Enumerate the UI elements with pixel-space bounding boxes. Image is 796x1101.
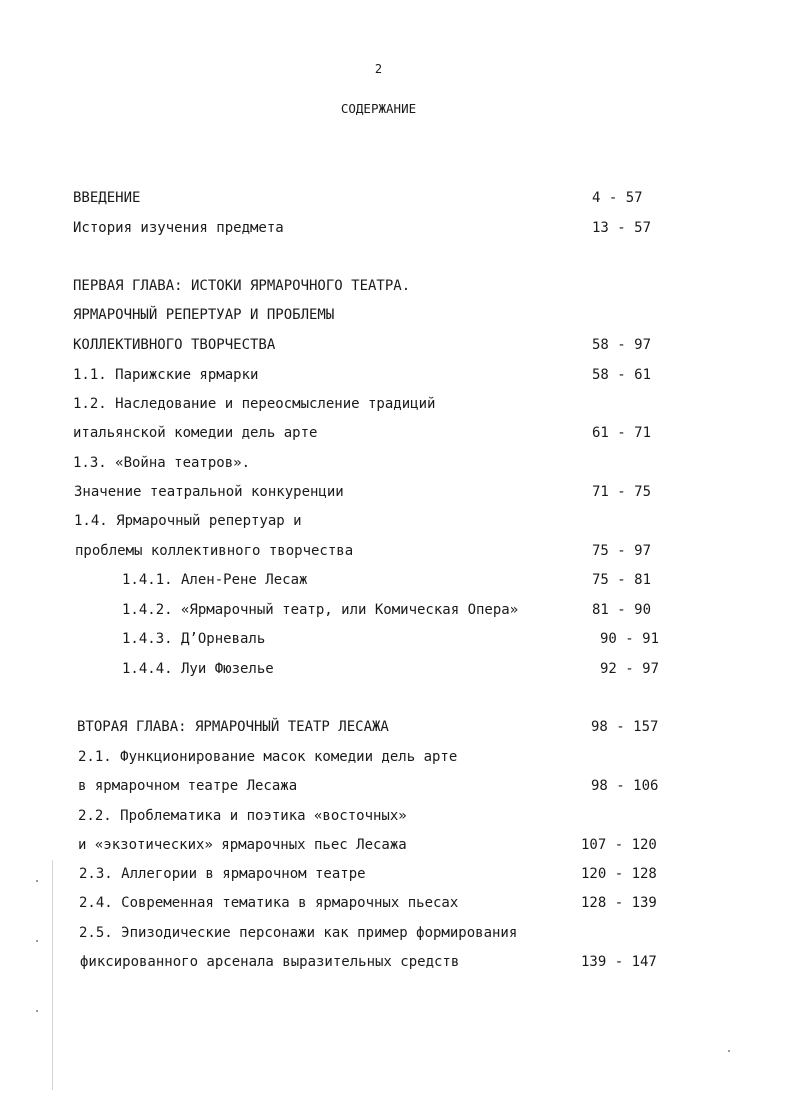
page-title: СОДЕРЖАНИЕ <box>340 101 417 116</box>
toc-entry-text: 2.3. Аллегории в ярмарочном театре <box>79 866 366 882</box>
toc-entry-pages: 128 - 139 <box>581 895 657 911</box>
toc-entry <box>73 394 661 414</box>
toc-entry <box>79 923 667 943</box>
toc-entry-text: итальянской комедии дель арте <box>73 425 318 441</box>
toc-entry-pages: 139 - 147 <box>581 954 657 970</box>
scan-artifact-dot <box>36 940 38 942</box>
toc-entry-text: 2.5. Эпизодические персонажи как пример формирования <box>79 925 518 941</box>
toc-entry-pages: 98 - 157 <box>591 719 659 735</box>
toc-entry-pages: 75 - 81 <box>592 572 652 588</box>
toc-entry-text: 1.4.1. Ален-Рене Лесаж <box>122 572 308 588</box>
toc-entry-pages: 13 - 57 <box>592 220 652 236</box>
toc-entry-text: 1.3. «Война театров». <box>73 455 251 471</box>
toc-entry-text: КОЛЛЕКТИВНОГО ТВОРЧЕСТВА <box>73 337 276 353</box>
toc-entry-text: проблемы коллективного творчества <box>75 543 354 559</box>
toc-entry-pages: 90 - 91 <box>600 631 660 647</box>
toc-entry <box>74 511 662 531</box>
toc-entry <box>78 806 666 826</box>
scan-artifact-dot <box>36 880 38 882</box>
toc-entry <box>75 541 663 561</box>
toc-entry-pages: 4 - 57 <box>592 190 643 206</box>
toc-entry-text: ЯРМАРОЧНЫЙ РЕПЕРТУАР И ПРОБЛЕМЫ <box>73 307 335 323</box>
toc-entry <box>73 305 661 325</box>
toc-entry-pages: 81 - 90 <box>592 602 652 618</box>
toc-entry-pages: 58 - 97 <box>592 337 652 353</box>
toc-entry-text: 1.4. Ярмарочный репертуар и <box>74 513 302 529</box>
toc-entry <box>122 570 662 590</box>
toc-entry <box>73 335 661 355</box>
toc-entry <box>73 218 661 238</box>
toc-entry <box>78 776 666 796</box>
toc-entry-pages: 92 - 97 <box>600 661 660 677</box>
toc-entry-text: и «экзотических» ярмарочных пьес Лесажа <box>78 837 407 853</box>
toc-entry-pages: 71 - 75 <box>592 484 652 500</box>
toc-entry-text: ПЕРВАЯ ГЛАВА: ИСТОКИ ЯРМАРОЧНОГО ТЕАТРА. <box>73 278 411 294</box>
toc-entry-text: ВТОРАЯ ГЛАВА: ЯРМАРОЧНЫЙ ТЕАТР ЛЕСАЖА <box>77 719 389 735</box>
toc-entry <box>79 864 667 884</box>
toc-entry <box>79 893 667 913</box>
toc-entry-text: 2.2. Проблематика и поэтика «восточных» <box>78 808 407 824</box>
toc-entry <box>122 629 662 649</box>
toc-entry-pages: 120 - 128 <box>581 866 657 882</box>
scan-artifact-dot <box>728 1050 730 1052</box>
toc-entry <box>74 482 662 502</box>
toc-entry-pages: 58 - 61 <box>592 367 652 383</box>
toc-entry <box>80 952 668 972</box>
toc-entry-text: 1.4.4. Луи Фюзелье <box>122 661 274 677</box>
toc-entry <box>77 717 665 737</box>
toc-entry-pages: 61 - 71 <box>592 425 652 441</box>
toc-entry-text: 2.4. Современная тематика в ярмарочных пьесах <box>79 895 459 911</box>
scan-artifact-dot <box>36 1010 38 1012</box>
toc-entry <box>73 365 661 385</box>
toc-entry-text: 2.1. Функционирование масок комедии дель арте <box>78 749 458 765</box>
toc-entry <box>73 276 661 296</box>
toc-entry-text: 1.4.2. «Ярмарочный театр, или Комическая Опера» <box>122 602 519 618</box>
toc-entry-text: 1.4.3. Д’Орневаль <box>122 631 266 647</box>
toc-entry-text: История изучения предмета <box>73 220 284 236</box>
toc-entry-text: 1.2. Наследование и переосмысление традиций <box>73 396 436 412</box>
toc-entry-pages: 75 - 97 <box>592 543 652 559</box>
scan-artifact-line <box>52 860 53 1090</box>
toc-entry <box>73 188 661 208</box>
toc-entry <box>73 453 661 473</box>
toc-entry <box>78 747 666 767</box>
page-number: 2 <box>374 62 383 76</box>
toc-entry-text: фиксированного арсенала выразительных средств <box>80 954 460 970</box>
toc-entry <box>78 835 666 855</box>
toc-entry-text: в ярмарочном театре Лесажа <box>78 778 298 794</box>
toc-entry <box>122 600 662 620</box>
toc-entry-text: ВВЕДЕНИЕ <box>73 190 141 206</box>
toc-entry-text: 1.1. Парижские ярмарки <box>73 367 259 383</box>
toc-entry-text: Значение театральной конкуренции <box>74 484 344 500</box>
toc-entry-pages: 107 - 120 <box>581 837 657 853</box>
toc-entry <box>122 659 662 679</box>
toc-entry-pages: 98 - 106 <box>591 778 659 794</box>
toc-entry <box>73 423 661 443</box>
